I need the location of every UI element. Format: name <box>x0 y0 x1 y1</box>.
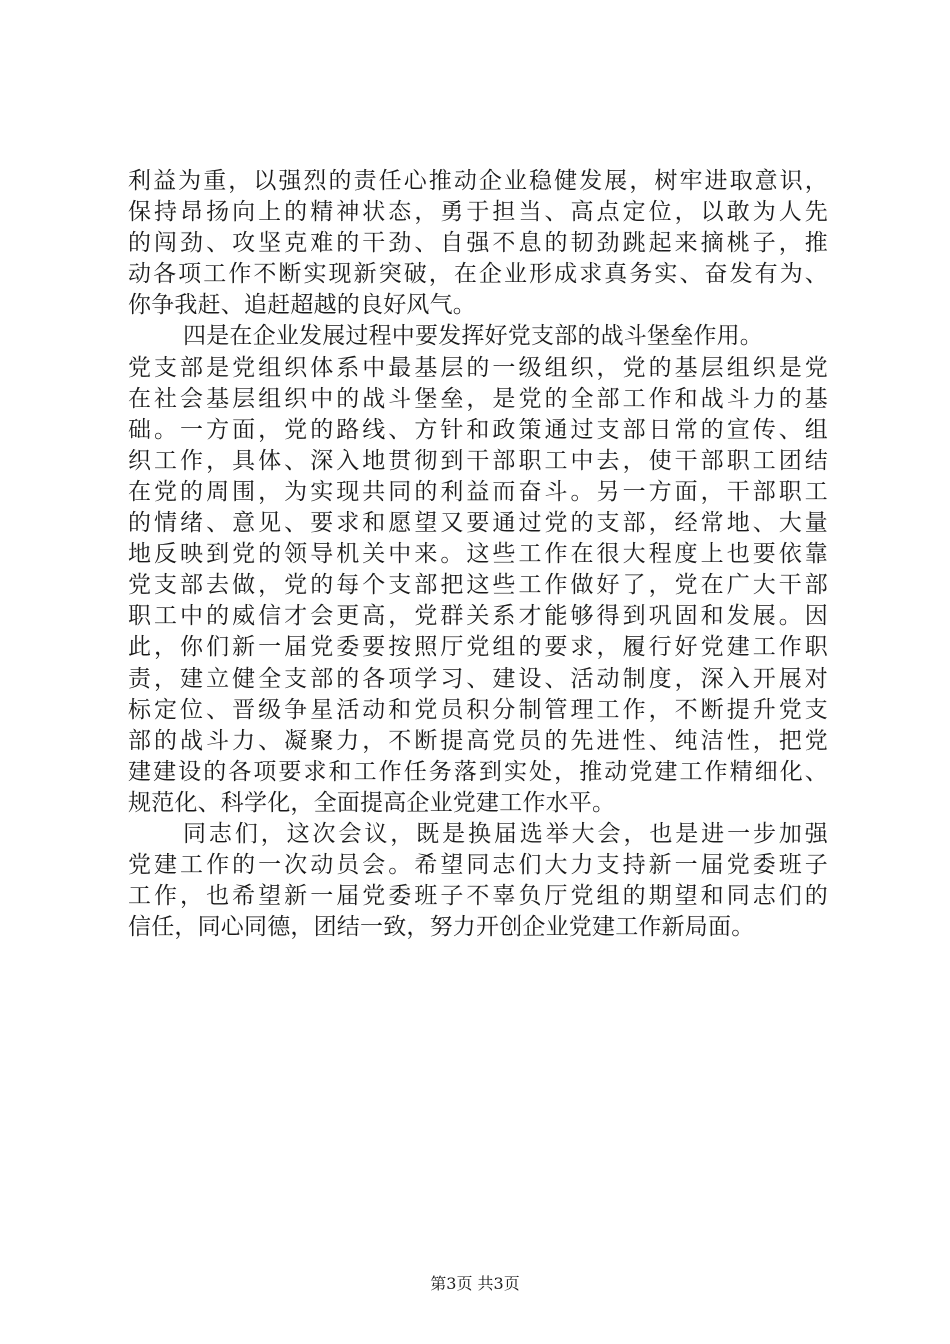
text-line: 的闯劲、攻坚克难的干劲、自强不息的韧劲跳起来摘桃子，推 <box>128 230 828 257</box>
paragraph-2 <box>128 321 828 819</box>
text-line: 党建工作的一次动员会。希望同志们大力支持新一届党委班子 <box>128 852 828 879</box>
text-line: 在党的周围，为实现共同的利益而奋斗。另一方面，干部职工 <box>128 478 828 505</box>
text-line: 础。一方面，党的路线、方针和政策通过支部日常的宣传、组 <box>128 416 828 443</box>
text-line: 工作，也希望新一届党委班子不辜负厅党组的期望和同志们的 <box>128 883 828 910</box>
text-line: 的情绪、意见、要求和愿望又要通过党的支部，经常地、大量 <box>128 510 828 537</box>
text-line: 动各项工作不断实现新突破，在企业形成求真务实、奋发有为、 <box>128 261 828 288</box>
text-line: 四是在企业发展过程中要发挥好党支部的战斗堡垒作用。 <box>183 323 763 350</box>
paragraph-1 <box>128 166 828 321</box>
text-line: 标定位、晋级争星活动和党员积分制管理工作，不断提升党支 <box>128 696 828 723</box>
text-line: 规范化、科学化，全面提高企业党建工作水平。 <box>128 789 616 816</box>
text-line: 利益为重，以强烈的责任心推动企业稳健发展，树牢进取意识， <box>128 168 828 194</box>
text-line: 党支部是党组织体系中最基层的一级组织，党的基层组织是党 <box>128 354 828 381</box>
text-line: 党支部去做，党的每个支部把这些工作做好了，党在广大干部 <box>128 572 828 599</box>
text-line: 地反映到党的领导机关中来。这些工作在很大程度上也要依靠 <box>128 541 828 568</box>
document-body <box>128 166 828 943</box>
text-line: 同志们，这次会议，既是换届选举大会，也是进一步加强 <box>183 820 828 847</box>
paragraph-3 <box>128 819 828 943</box>
text-line: 信任，同心同德，团结一致，努力开创企业党建工作新局面。 <box>128 914 755 941</box>
text-line: 你争我赶、追赶超越的良好风气。 <box>128 292 476 319</box>
text-line: 职工中的威信才会更高，党群关系才能够得到巩固和发展。因 <box>128 603 828 630</box>
text-line: 织工作，具体、深入地贯彻到干部职工中去，使干部职工团结 <box>128 447 828 474</box>
text-line: 部的战斗力、凝聚力，不断提高党员的先进性、纯洁性，把党 <box>128 727 828 754</box>
text-line: 责，建立健全支部的各项学习、建设、活动制度，深入开展对 <box>128 665 828 692</box>
text-line: 保持昂扬向上的精神状态，勇于担当、高点定位，以敢为人先 <box>128 199 828 226</box>
text-line: 此，你们新一届党委要按照厅党组的要求，履行好党建工作职 <box>128 634 828 661</box>
text-line: 在社会基层组织中的战斗堡垒，是党的全部工作和战斗力的基 <box>128 385 828 412</box>
text-line: 建建设的各项要求和工作任务落到实处，推动党建工作精细化、 <box>128 758 828 785</box>
page-footer: 第3页 共3页 <box>430 1274 520 1293</box>
